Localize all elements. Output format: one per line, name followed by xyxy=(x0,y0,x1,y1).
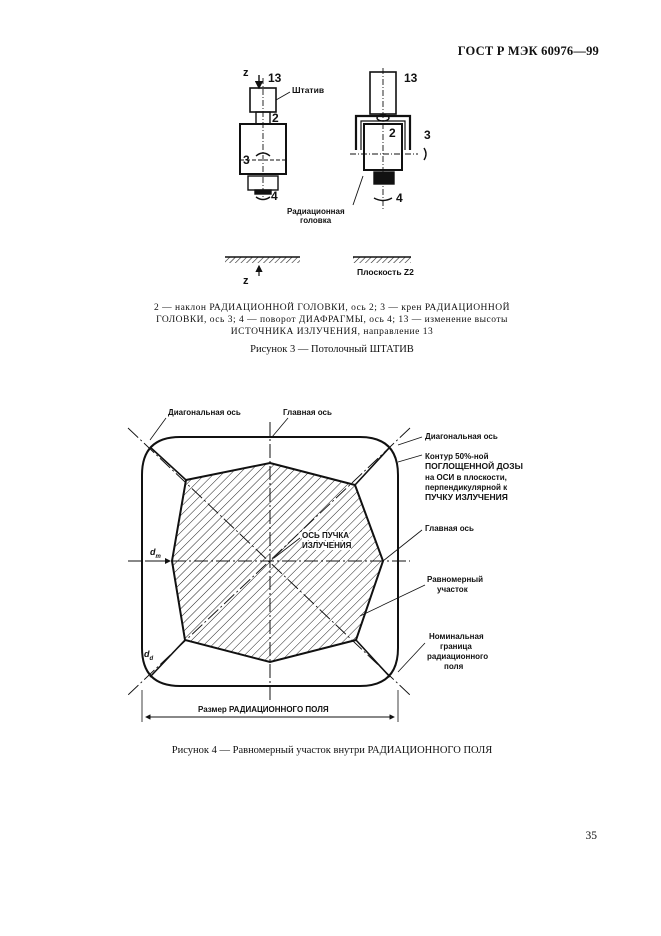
label-dm xyxy=(150,548,161,562)
label-dd-subscript: d xyxy=(149,655,154,662)
label-diagonal-axis-top: Диагональная ось xyxy=(168,408,241,417)
label-uniform-area-1: Равномерный xyxy=(427,575,484,584)
label-contour-line-4: перпендикулярной к xyxy=(425,483,508,492)
label-13-left: 13 xyxy=(268,71,282,85)
label-dd-letter: d xyxy=(144,649,150,659)
label-4-right: 4 xyxy=(396,191,403,205)
figure-3-legend-line-2: ГОЛОВКИ, ось 3; 4 — поворот ДИАФРАГМЫ, ось 4; 13 — изменение высоты xyxy=(156,315,508,325)
label-dd xyxy=(144,650,153,664)
z-axis-label-top: z xyxy=(243,67,249,79)
label-nominal-boundary-1: Номинальная xyxy=(429,632,484,641)
right-stand-drawing xyxy=(350,68,426,210)
figure-3-legend-line-1: 2 — наклон РАДИАЦИОННОЙ ГОЛОВКИ, ось 2; 3 — крен РАДИАЦИОННОЙ xyxy=(154,303,510,313)
figure-4-caption: Рисунок 4 — Равномерный участок внутри РАДИАЦИОННОГО ПОЛЯ xyxy=(171,745,493,756)
label-plane-z2: Плоскость Z2 xyxy=(357,267,414,277)
label-nominal-boundary-3: радиационного xyxy=(427,652,489,661)
label-uniform-area-2: участок xyxy=(437,585,468,594)
label-2-left: 2 xyxy=(272,111,279,125)
label-dm-subscript: m xyxy=(155,553,161,560)
label-field-size: Размер РАДИАЦИОННОГО ПОЛЯ xyxy=(198,705,329,714)
label-contour-line-3: на ОСИ в плоскости, xyxy=(425,473,507,482)
label-main-axis-right: Главная ось xyxy=(425,524,474,533)
document-header: ГОСТ Р МЭК 60976—99 xyxy=(457,44,599,58)
figure-3-legend xyxy=(140,302,524,338)
figure-3-caption: Рисунок 3 — Потолочный ШТАТИВ xyxy=(250,344,414,355)
label-nominal-boundary-2: граница xyxy=(440,642,472,651)
label-main-axis-top: Главная ось xyxy=(283,408,332,417)
label-contour-line-1: Контур 50%-ной xyxy=(425,452,489,461)
label-nominal-boundary-4: поля xyxy=(444,662,464,671)
label-3-left: 3 xyxy=(243,153,250,167)
page-number: 35 xyxy=(585,830,597,842)
label-contour-line-2: ПОГЛОЩЕННОЙ ДОЗЫ xyxy=(425,461,523,471)
label-contour-line-5: ПУЧКУ ИЗЛУЧЕНИЯ xyxy=(425,492,508,502)
label-beam-axis-line-1: ОСЬ ПУЧКА xyxy=(302,531,349,540)
label-radiation-head-1: Радиационная xyxy=(287,207,345,216)
label-radiation-head-2: головка xyxy=(300,216,332,225)
uniform-area-octagon xyxy=(172,463,383,662)
label-3-right: 3 xyxy=(424,128,431,142)
z-axis-label-bottom: z xyxy=(243,275,249,287)
label-shtativ: Штатив xyxy=(292,85,325,95)
figure-4-drawing xyxy=(128,418,425,722)
label-dm-letter: d xyxy=(150,547,156,557)
label-4-left: 4 xyxy=(271,189,278,203)
label-beam-axis-line-2: ИЗЛУЧЕНИЯ xyxy=(302,541,352,550)
label-2-right: 2 xyxy=(389,126,396,140)
left-stand-drawing xyxy=(240,75,290,200)
label-13-right: 13 xyxy=(404,71,418,85)
label-diagonal-axis-right: Диагональная ось xyxy=(425,432,498,441)
figure-3-legend-line-3: ИСТОЧНИКА ИЗЛУЧЕНИЯ, направление 13 xyxy=(230,327,434,337)
